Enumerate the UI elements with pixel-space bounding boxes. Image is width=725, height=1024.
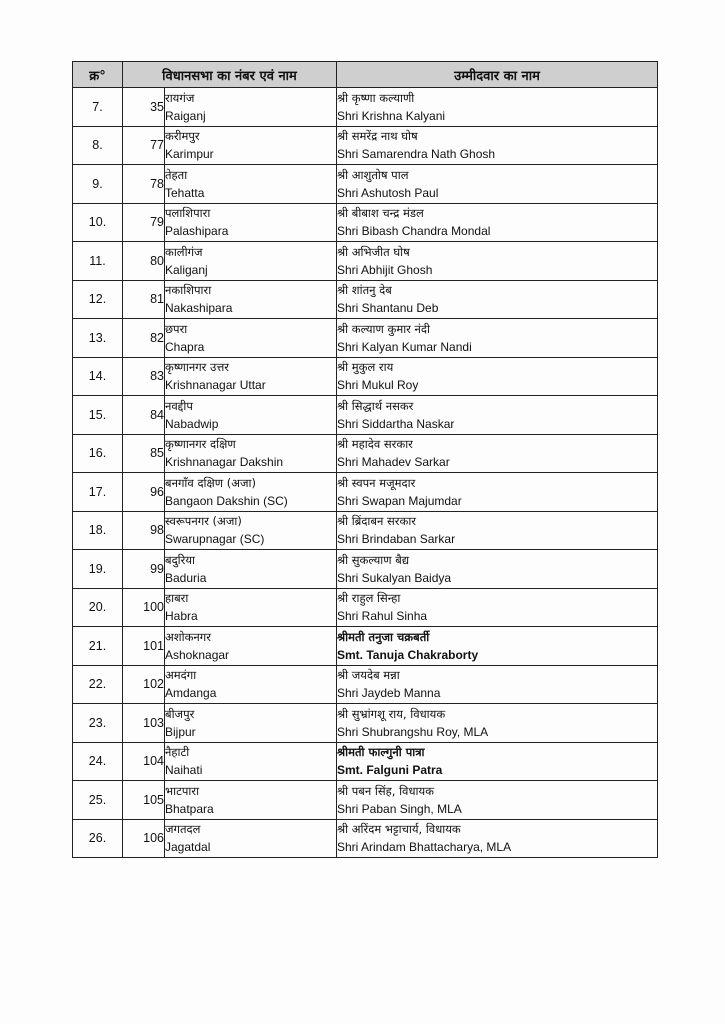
constituency-name-english: Tehatta [165,185,205,200]
constituency-name-hindi: तेहता [165,167,188,182]
constituency-name-cell [165,203,337,242]
candidate-name-cell [337,319,658,358]
serial-cell: 7. [73,88,123,127]
candidate-name-english: Shri Samarendra Nath Ghosh [337,147,496,162]
table-row [73,434,658,473]
constituency-name-cell [165,126,337,165]
constituency-number-cell: 96 [123,473,165,512]
constituency-name-hindi: बदुरिया [165,552,196,567]
constituency-number-cell: 101 [123,627,165,666]
serial-cell: 22. [73,665,123,704]
constituency-name-english: Bangaon Dakshin (SC) [165,493,288,508]
candidate-name-cell [337,627,658,666]
constituency-number-cell: 106 [123,819,165,858]
constituency-name-cell [165,396,337,435]
constituency-name-english: Naihati [165,763,203,778]
serial-cell: 13. [73,319,123,358]
candidate-name-hindi: श्री सुकल्याण बैद्य [337,552,410,567]
constituency-name-english: Raiganj [165,108,206,123]
candidate-name-cell [337,742,658,781]
candidate-name-hindi: श्रीमती तनुजा चक्रबर्ती [337,629,430,644]
table-row [73,203,658,242]
candidate-name-cell [337,511,658,550]
constituency-name-hindi: कृष्णानगर दक्षिण [165,437,236,452]
candidate-name-cell [337,88,658,127]
constituency-name-english: Bhatpara [165,801,214,816]
candidate-name-hindi: श्री आशुतोष पाल [337,167,409,182]
serial-cell: 19. [73,550,123,589]
candidate-name-hindi: श्री कृष्णा कल्याणी [337,90,415,105]
candidate-name-english: Shri Jaydeb Manna [337,686,441,701]
serial-cell: 18. [73,511,123,550]
candidate-name-hindi: श्री जयदेब मन्ना [337,668,400,683]
candidate-name-hindi: श्री कल्याण कुमार नंदी [337,321,430,336]
candidate-name-english: Shri Krishna Kalyani [337,108,446,123]
candidate-name-hindi: श्री अभिजीत घोष [337,244,410,259]
serial-cell: 14. [73,357,123,396]
serial-cell: 9. [73,165,123,204]
candidate-name-english: Smt. Falguni Patra [337,763,443,778]
constituency-header: विधानसभा का नंबर एवं नाम [123,62,337,88]
serial-cell: 8. [73,126,123,165]
candidate-table [72,61,658,858]
constituency-number-cell: 102 [123,665,165,704]
constituency-number-cell: 78 [123,165,165,204]
constituency-name-hindi: कृष्णानगर उत्तर [165,360,229,375]
candidate-name-english: Shri Paban Singh, MLA [337,801,462,816]
table-row [73,319,658,358]
constituency-number-cell: 83 [123,357,165,396]
constituency-name-cell [165,704,337,743]
constituency-name-cell [165,819,337,858]
constituency-name-english: Habra [165,609,198,624]
constituency-name-cell [165,280,337,319]
candidate-name-cell [337,203,658,242]
candidate-name-english: Shri Siddartha Naskar [337,416,455,431]
constituency-name-cell [165,588,337,627]
constituency-name-english: Ashoknagar [165,647,230,662]
table-body [73,88,658,858]
constituency-number-cell: 82 [123,319,165,358]
serial-cell: 11. [73,242,123,281]
candidate-name-cell [337,396,658,435]
candidate-name-cell [337,242,658,281]
constituency-name-cell [165,357,337,396]
table-row [73,588,658,627]
table-header [73,62,658,88]
table-row [73,742,658,781]
constituency-name-english: Karimpur [165,147,214,162]
serial-cell: 10. [73,203,123,242]
candidate-name-english: Shri Mukul Roy [337,378,419,393]
candidate-name-hindi: श्री अरिंदम भट्टाचार्य, विधायक [337,822,461,837]
serial-cell: 21. [73,627,123,666]
constituency-number-cell: 81 [123,280,165,319]
table-row [73,242,658,281]
constituency-name-cell [165,242,337,281]
candidate-name-english: Shri Bibash Chandra Mondal [337,224,491,239]
constituency-name-hindi: करीमपुर [165,129,200,144]
table-row [73,88,658,127]
candidate-name-hindi: श्री समरेंद्र नाथ घोष [337,129,418,144]
serial-cell: 15. [73,396,123,435]
candidate-name-english: Shri Rahul Sinha [337,609,428,624]
candidate-name-hindi: श्री सिद्धार्थ नसकर [337,398,414,413]
candidate-name-hindi: श्री ब्रिंदाबन सरकार [337,514,417,529]
table-row [73,357,658,396]
table-row [73,627,658,666]
candidate-name-english: Smt. Tanuja Chakraborty [337,647,479,662]
constituency-name-cell [165,319,337,358]
candidate-name-hindi: श्री शांतनु देब [337,283,392,298]
table-row [73,473,658,512]
serial-cell: 24. [73,742,123,781]
candidate-name-english: Shri Shantanu Deb [337,301,439,316]
constituency-number-cell: 84 [123,396,165,435]
constituency-name-english: Jagatdal [165,840,211,855]
constituency-name-english: Krishnanagar Dakshin [165,455,284,470]
serial-header: क्र° [73,62,123,88]
constituency-name-hindi: रायगंज [165,90,195,105]
candidate-name-cell [337,781,658,820]
constituency-name-cell [165,511,337,550]
constituency-name-hindi: कालीगंज [165,244,203,259]
constituency-number-cell: 80 [123,242,165,281]
candidate-name-english: Shri Sukalyan Baidya [337,570,452,585]
constituency-number-cell: 79 [123,203,165,242]
constituency-name-hindi: जगतदल [165,822,201,837]
table-row [73,550,658,589]
constituency-name-english: Chapra [165,339,205,354]
table-row [73,781,658,820]
serial-cell: 16. [73,434,123,473]
table-row [73,819,658,858]
serial-cell: 17. [73,473,123,512]
candidate-name-hindi: श्री सुभ्रांगशू राय, विधायक [337,706,446,721]
constituency-name-english: Baduria [165,570,207,585]
table-row [73,511,658,550]
candidate-name-english: Shri Shubrangshu Roy, MLA [337,724,489,739]
constituency-name-english: Nabadwip [165,416,219,431]
constituency-number-cell: 85 [123,434,165,473]
constituency-name-hindi: अमदंगा [165,668,197,683]
constituency-name-cell [165,627,337,666]
candidate-name-hindi: श्री बीबाश चन्द्र मंडल [337,206,424,221]
candidate-name-english: Shri Kalyan Kumar Nandi [337,339,472,354]
constituency-name-cell [165,742,337,781]
candidate-name-hindi: श्री महादेव सरकार [337,437,413,452]
candidate-name-english: Shri Brindaban Sarkar [337,532,456,547]
constituency-number-cell: 100 [123,588,165,627]
constituency-name-cell [165,781,337,820]
candidate-name-cell [337,819,658,858]
candidate-name-cell [337,550,658,589]
candidate-name-cell [337,665,658,704]
candidate-name-hindi: श्रीमती फाल्गुनी पात्रा [337,745,425,760]
constituency-number-cell: 35 [123,88,165,127]
candidate-header: उम्मीदवार का नाम [337,62,658,88]
candidate-name-english: Shri Mahadev Sarkar [337,455,450,470]
candidate-name-hindi: श्री राहुल सिन्हा [337,591,401,606]
candidate-name-english: Shri Ashutosh Paul [337,185,439,200]
constituency-name-hindi: हाबरा [165,591,189,606]
constituency-name-english: Amdanga [165,686,217,701]
table-row [73,126,658,165]
table-row [73,165,658,204]
constituency-name-english: Palashipara [165,224,229,239]
constituency-name-cell [165,88,337,127]
candidate-name-cell [337,126,658,165]
constituency-name-cell [165,665,337,704]
constituency-name-hindi: नवद्दीप [165,398,193,413]
constituency-name-english: Kaliganj [165,262,208,277]
candidate-name-hindi: श्री मुकुल राय [337,360,394,375]
candidate-name-cell [337,280,658,319]
constituency-name-cell [165,165,337,204]
candidate-name-english: Shri Abhijit Ghosh [337,262,433,277]
constituency-name-hindi: भाटपारा [165,783,200,798]
candidate-name-english: Shri Arindam Bhattacharya, MLA [337,840,512,855]
candidate-name-english: Shri Swapan Majumdar [337,493,462,508]
constituency-name-english: Swarupnagar (SC) [165,532,265,547]
table-row [73,280,658,319]
constituency-name-hindi: नैहाटी [165,745,190,760]
constituency-name-cell [165,434,337,473]
serial-cell: 20. [73,588,123,627]
serial-cell: 25. [73,781,123,820]
constituency-number-cell: 99 [123,550,165,589]
constituency-name-hindi: छपरा [165,321,188,336]
constituency-name-cell [165,550,337,589]
table-row [73,396,658,435]
constituency-name-hindi: बीजपुर [165,706,195,721]
candidate-name-cell [337,165,658,204]
candidate-name-hindi: श्री स्वपन मजूमदार [337,475,416,490]
candidate-name-cell [337,704,658,743]
serial-cell: 26. [73,819,123,858]
constituency-number-cell: 77 [123,126,165,165]
constituency-name-hindi: अशोकनगर [165,629,211,644]
candidate-name-cell [337,357,658,396]
candidate-name-hindi: श्री पबन सिंह, विधायक [337,783,435,798]
table-row [73,704,658,743]
constituency-number-cell: 104 [123,742,165,781]
candidate-name-cell [337,434,658,473]
constituency-name-english: Nakashipara [165,301,233,316]
serial-cell: 23. [73,704,123,743]
constituency-name-hindi: स्वरूपनगर (अजा) [165,514,242,529]
constituency-name-english: Bijpur [165,724,196,739]
candidate-name-cell [337,473,658,512]
constituency-number-cell: 105 [123,781,165,820]
candidate-name-cell [337,588,658,627]
constituency-name-english: Krishnanagar Uttar [165,378,266,393]
constituency-name-hindi: नकाशिपारा [165,283,212,298]
constituency-number-cell: 98 [123,511,165,550]
constituency-name-hindi: पलाशिपारा [165,206,211,221]
table-row [73,665,658,704]
constituency-name-cell [165,473,337,512]
serial-cell: 12. [73,280,123,319]
constituency-name-hindi: बनगाँव दक्षिण (अजा) [165,475,257,490]
constituency-number-cell: 103 [123,704,165,743]
